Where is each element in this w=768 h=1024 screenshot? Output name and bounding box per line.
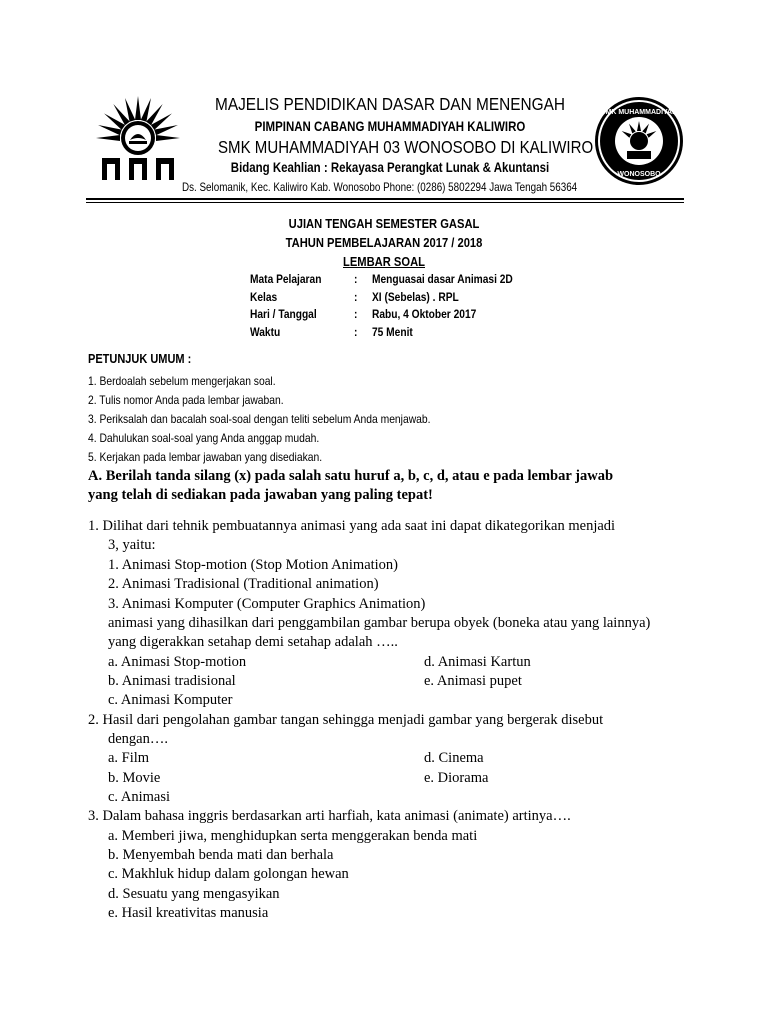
section-a-line-2: yang telah di sediakan pada jawaban yang paling tepat! — [88, 487, 433, 503]
q3-option-c: c. Makhluk hidup dalam golongan hewan — [108, 866, 349, 882]
q1-line: yang digerakkan setahap demi setahap adalah ….. — [108, 634, 398, 650]
q1-line: animasi yang dihasilkan dari penggambilan gambar berupa obyek (boneka atau yang lainnya) — [108, 615, 651, 631]
q2-option-d: d. Cinema — [424, 750, 484, 766]
q1-option-a: a. Animasi Stop-motion — [108, 654, 247, 670]
exam-year: TAHUN PEMBELAJARAN 2017 / 2018 — [285, 235, 483, 250]
q1-line: 1. Animasi Stop-motion (Stop Motion Animation) — [108, 557, 399, 573]
header-rule-thin — [86, 202, 684, 203]
q1-option-e: e. Animasi pupet — [424, 673, 522, 689]
info-value: 75 Menit — [372, 325, 413, 339]
info-value: XI (Sebelas) . RPL — [372, 290, 459, 304]
q1-line: 1. Dilihat dari tehnik pembuatannya animasi yang ada saat ini dapat dikategorikan menjadi — [88, 518, 616, 534]
header-line-1: MAJELIS PENDIDIKAN DASAR DAN MENENGAH — [215, 94, 565, 114]
q3-option-d: d. Sesuatu yang mengasyikan — [108, 886, 280, 902]
info-key: Hari / Tanggal — [250, 307, 317, 321]
q2-line: dengan…. — [108, 731, 168, 747]
instructions-heading: PETUNJUK UMUM : — [88, 352, 192, 366]
section-a-instruction — [88, 467, 688, 505]
info-colon: : — [354, 272, 358, 286]
q2-option-e: e. Diorama — [424, 770, 489, 786]
seal-top-text: SMK MUHAMMADIYAH — [600, 109, 678, 116]
q1-line: 3, yaitu: — [108, 537, 156, 553]
q2-option-a: a. Film — [108, 750, 150, 766]
q2-option-c: c. Animasi — [108, 789, 171, 805]
info-colon: : — [354, 307, 358, 321]
exam-sheet-title: LEMBAR SOAL — [343, 254, 425, 269]
smk-seal-logo-icon — [594, 96, 684, 186]
q1-option-d: d. Animasi Kartun — [424, 654, 531, 670]
exam-title: UJIAN TENGAH SEMESTER GASAL — [288, 216, 480, 231]
info-key: Waktu — [250, 325, 281, 339]
instruction-item: 3. Periksalah dan bacalah soal-soal dengan teliti sebelum Anda menjawab. — [88, 412, 431, 426]
info-key: Mata Pelajaran — [250, 272, 322, 286]
header-rule-thick — [86, 198, 684, 200]
q3-line: 3. Dalam bahasa inggris berdasarkan arti harfiah, kata animasi (animate) artinya…. — [88, 808, 571, 824]
q1-option-c: c. Animasi Komputer — [108, 692, 233, 708]
q2-option-b: b. Movie — [108, 770, 161, 786]
q3-option-e: e. Hasil kreativitas manusia — [108, 905, 269, 921]
q2-line: 2. Hasil dari pengolahan gambar tangan sehingga menjadi gambar yang bergerak disebut — [88, 712, 604, 728]
info-value: Menguasai dasar Animasi 2D — [372, 272, 513, 286]
q3-option-a: a. Memberi jiwa, menghidupkan serta menggerakan benda mati — [108, 828, 478, 844]
seal-bottom-text: WONOSOBO — [617, 171, 661, 178]
info-key: Kelas — [250, 290, 278, 304]
q1-option-b: b. Animasi tradisional — [108, 673, 236, 689]
q1-line: 3. Animasi Komputer (Computer Graphics Animation) — [108, 596, 426, 612]
instruction-item: 1. Berdoalah sebelum mengerjakan soal. — [88, 374, 276, 388]
info-colon: : — [354, 290, 358, 304]
header-line-2: PIMPINAN CABANG MUHAMMADIYAH KALIWIRO — [254, 118, 526, 134]
info-colon: : — [354, 325, 358, 339]
header-line-3: SMK MUHAMMADIYAH 03 WONOSOBO DI KALIWIRO — [218, 137, 594, 157]
q1-line: 2. Animasi Tradisional (Traditional animation) — [108, 576, 379, 592]
header-address: Ds. Selomanik, Kec. Kaliwiro Kab. Wonosobo Phone: (0286) 5802294 Jawa Tengah 56364 — [182, 180, 578, 194]
instruction-item: 5. Kerjakan pada lembar jawaban yang disediakan. — [88, 450, 323, 464]
muhammadiyah-logo-icon — [90, 94, 186, 184]
q3-option-b: b. Menyembah benda mati dan berhala — [108, 847, 334, 863]
instruction-item: 4. Dahulukan soal-soal yang Anda anggap mudah. — [88, 431, 320, 445]
section-a-line-1: A. Berilah tanda silang (x) pada salah satu huruf a, b, c, d, atau e pada lembar jawab — [88, 468, 614, 484]
info-value: Rabu, 4 Oktober 2017 — [372, 307, 477, 321]
header-line-4: Bidang Keahlian : Rekayasa Perangkat Lunak & Akuntansi — [230, 160, 550, 175]
instruction-item: 2. Tulis nomor Anda pada lembar jawaban. — [88, 393, 284, 407]
